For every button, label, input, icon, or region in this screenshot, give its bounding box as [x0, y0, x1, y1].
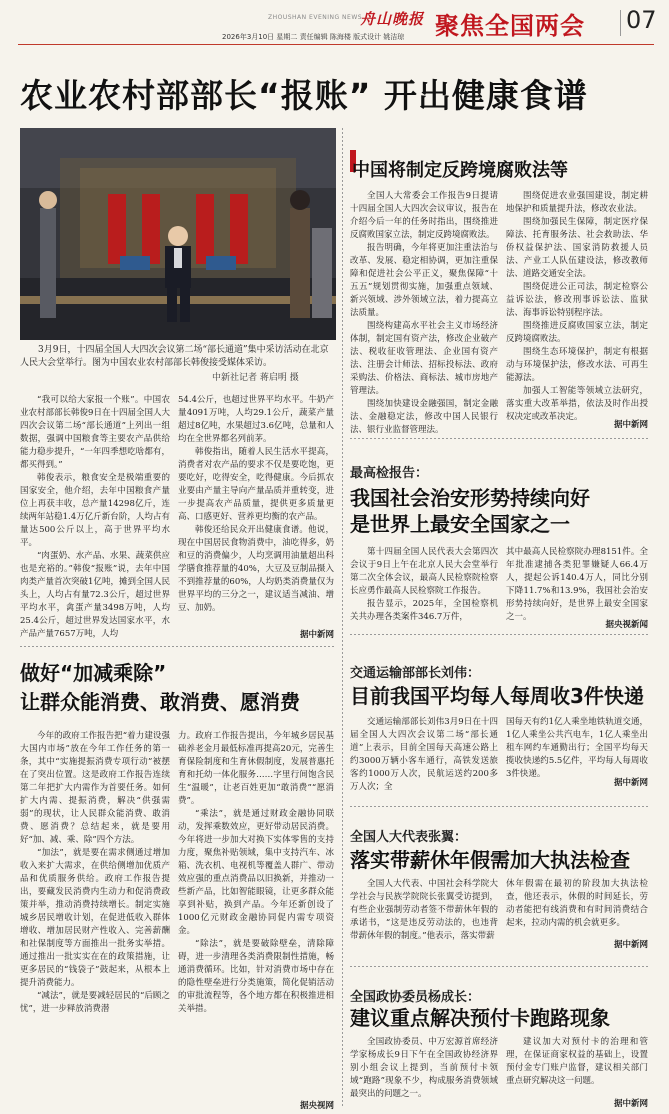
paragraph: 报告显示，2025年，全国检察机关共办理各类案件346.7万件， [350, 599, 498, 622]
paragraph: 围绕生态环境保护，制定有根据动与环境保护法，修改水法、可再生能源法。 [506, 347, 648, 383]
paragraph: 休年假需在最初的阶段加大执法检查，他还表示，休假的时间延长，劳动者能把有线消费和有时间消费结合起来，拉动内需的机会就更多。 [506, 879, 648, 928]
right-story-3-label: 交通运输部部长刘伟： [350, 666, 481, 681]
main-story-col-1 [20, 394, 170, 644]
right-story-4-headline: 落实带薪休年假需加大执法检查 [350, 848, 630, 872]
right-story-5-source: 据中新网 [613, 1099, 648, 1109]
second-story-col-1 [20, 730, 170, 1110]
section-title: 聚焦全国两会 [435, 12, 585, 40]
paragraph: 围绕促进农业强国建设，制定耕地保护和质量提升法，修改农业法。 [506, 191, 648, 214]
header-rule [18, 44, 654, 45]
main-headline: 农业农村部部长“报账” 开出健康食谱 [20, 76, 588, 115]
paragraph: “减法”，就是要减轻居民的“后顾之忧”，进一步释放消费潜 [20, 991, 170, 1014]
paragraph: 围绕推进反腐败国家立法，制定反跨境腐败法。 [506, 321, 648, 344]
right-story-1-col-1 [350, 190, 498, 435]
paragraph: “加法”，就是要在需求侧通过增加收入来扩大需求，在供给侧增加优质产品和优质服务供给。政府工作报告提出，要藏发民消费内生动力和促消费政策并举，推动消费持续增长。制定实施城乡居民增收计划，在促进低收入群体增收、增加居民财产性收入、完善薪酬和社保制度等方面推出一批务实举措。通过推出一批实实在在的政策措施，让更多居民的“钱袋子”鼓起来，从根本上提升消费能力。 [20, 848, 170, 988]
press-photo [20, 128, 336, 340]
paragraph: “肉蛋奶、水产品、水果、蔬菜供应也是充裕的。”韩俊“报账”说，去年中国肉类产量首次突破1亿吨，摊到全国人民头上，人均占有量72.3公斤，超过世界平均水平，禽蛋产量3498万吨，人均25.4公斤，超过世界发达国家水平，水产品产量7657万吨，人均 [20, 551, 170, 639]
right-story-2-col-1 [350, 546, 498, 620]
section-divider [350, 966, 650, 967]
right-story-4-source: 据中新网 [613, 940, 648, 950]
paper-english-name: ZHOUSHAN EVENING NEWS [268, 14, 363, 21]
paragraph: 围绕促进公正司法，制定检察公益诉讼法，修改刑事诉讼法、监狱法、海事诉讼特别程序法。 [506, 282, 648, 318]
paragraph: 围绕加快建设金融强国，制定金融法、金融稳定法，修改中国人民银行法、银行业监督管理法。 [350, 399, 498, 435]
main-story-source: 据中新网 [299, 630, 334, 640]
section-divider [20, 646, 336, 647]
paragraph: 加强人工智能等领域立法研究，落实重大改革举措，依法及时作出授权决定或改革决定。 [506, 386, 648, 422]
paragraph: 今年的政府工作报告把“着力建设强大国内市场”放在今年工作任务的第一条，其中“实施提振消费专项行动”被摆在了突出位置。这是政府工作报告连续第二年把扩大内需作为首要任务。如何扩大内需、提振消费，解决“供强需弱”的现状，让人民群众能消费、敢消费、愿消费？总结起来，就是要用好“加、减、乘、除”四个方法。 [20, 731, 170, 845]
right-story-2-col-2 [506, 546, 648, 620]
right-story-4-col-1 [350, 878, 498, 942]
right-story-5-col-1 [350, 1036, 498, 1099]
right-story-4-col-2 [506, 878, 648, 942]
paragraph: 韩俊指出，随着人民生活水平提高，消费者对农产品的要求不仅是要吃饱，更要吃好，吃得安全，吃得健康。今后抓农业要由产量主导向产量品质并重转变，进一步提高农产品质量，提供更多质量更高、口感更好、营养更均衡的农产品。 [178, 447, 334, 522]
right-story-2-source: 据央视新闻 [605, 620, 648, 630]
right-story-2-label: 最高检报告： [350, 466, 429, 481]
right-story-4-label: 全国人大代表张翼： [350, 830, 468, 845]
paragraph: 54.4公斤，也超过世界平均水平。牛奶产量4091万吨，人均29.1公斤，蔬菜产量超过8亿吨，水果超过3.6亿吨，总量和人均在全世界都名列前茅。 [178, 395, 334, 444]
paragraph: 交通运输部部长刘伟3月9日在十四届全国人大四次会议第二场“部长通道”上表示，目前全国每天高速公路上约3000万辆小客车通行，高铁发送旅客约1000万人次，民航运送约200多万人次；全 [350, 717, 498, 792]
right-story-1-source: 据中新网 [613, 420, 648, 430]
paragraph: 力。政府工作报告提出，今年城乡居民基础养老金月最低标准再提高20元，完善生育保险制度和生育休假制度，发展普惠托育和托幼一体化服务……字里行间饱含民生“温暖”，让老百姓更加“敢消费”“愿消费”。 [178, 731, 334, 806]
right-story-3-col-2 [506, 716, 648, 779]
paragraph: 报告明确，今年将更加注重法治与改革、发展、稳定相协调，更加注重保障和促进社会公平正义，聚焦保障“十五五”规划贯彻实施，加强重点领域、新兴领域、涉外领域立法，着力提高立法质量。 [350, 243, 498, 318]
paragraph: 其中最高人民检察院办理8151件。全年批准逮捕各类犯罪嫌疑人66.4万人，提起公诉140.4万人，同比分别下降11.7%和13.9%，我国社会治安形势持续向好，是世界上最安全国家之一。 [506, 547, 648, 622]
right-story-5-col-2 [506, 1036, 648, 1096]
paragraph: 全国人大常委会工作报告9日提请十四届全国人大四次会议审议，报告在介绍今后一年的任务时指出，围绕推进反腐败国家立法，制定反跨境腐败法。 [350, 191, 498, 240]
dateline: 2026年3月10日 星期二 责任编辑 陈海楼 版式设计 姚洁琼 [222, 33, 405, 41]
section-divider [350, 438, 650, 439]
photo-credit: 中新社记者 蒋启明 摄 [212, 373, 299, 383]
second-story-source: 据央视网 [299, 1101, 334, 1111]
right-story-5-label: 全国政协委员杨成长： [350, 990, 481, 1005]
photo-caption-text: 3月9日，十四届全国人大四次会议第二场“部长通道”集中采访活动在北京人民大会堂举行。图为中国农业农村部部长韩俊接受媒体采访。 [20, 345, 329, 368]
right-story-3-source: 据中新网 [613, 778, 648, 788]
paragraph: 围绕加强民生保障，制定医疗保障法、托育服务法、社会救助法、华侨权益保护法、国家消防救援人员法、产业工人队伍建设法，修改教师法、道路交通安全法。 [506, 217, 648, 279]
right-story-2-headline-line2: 是世界上最安全国家之一 [350, 512, 570, 536]
paragraph: 围绕构建高水平社会主义市场经济体制，制定国有资产法，修改企业破产法、税收征收管理法、企业国有资产法、注册会计师法、招标投标法、政府采购法、价格法、商标法、城市房地产管理法。 [350, 321, 498, 396]
paragraph: 全国政协委员、中万宏源首席经济学家杨成长9日下午在全国政协经济界别小组会议上提到，当前预付卡领域“跑路”现象不少，构成服务消费领域最突出的问题之一。 [350, 1037, 498, 1099]
paragraph: “乘法”，就是通过财政金融协同联动，发挥乘数效应，更好带动居民消费。今年将进一步加大对换下实体零售的支持力度，聚焦补贴领域，集中支持汽车、冰箱、洗衣机、电视机等覆盖人群广、带动效应强的重点消费品以旧换新，并推动一些新产品，比如智能眼镜，让更多群众能享到补贴，换到产品。今年还新创设了1000亿元财政金融协同促内需专项资金。 [178, 809, 334, 936]
right-story-5-headline: 建议重点解决预付卡跑路现象 [350, 1006, 610, 1030]
paragraph: 建议加大对预付卡的治理和管理，在保证商家权益的基础上，设置预付金专门账户监督，建议相关部门重点研究解决这一问题。 [506, 1037, 648, 1086]
paragraph: “除法”，就是要破除壁垒，清除障碍，进一步清理各类消费限制性措施，畅通消费循环。比如，针对消费市场中存在的隐性壁垒进行分类施策，简化促销活动的审批流程等，各个地方都在积极推进相关举措。 [178, 939, 334, 1014]
right-story-3-col-1 [350, 716, 498, 792]
second-headline-line2: 让群众能消费、敢消费、愿消费 [20, 690, 300, 714]
paragraph: 韩俊还给民众开出健康食谱。他说，现在中国居民食物消费中，油吃得多，奶和豆的消费偏少，人均烹调用油量超出科学膳食推荐量的40%，大豆及豆制品摄入不到推荐量的60%，人均奶类消费量仅为世界平均的三分之一，建议适当减油、增豆、加奶。 [178, 525, 334, 613]
press-photo-illustration [20, 128, 336, 340]
right-story-1-headline: 中国将制定反跨境腐败法等 [352, 160, 568, 181]
second-headline-line1: 做好“加减乘除” [20, 661, 167, 685]
page-number: 07 [626, 6, 657, 34]
column-divider [342, 128, 343, 1108]
header-divider [620, 10, 621, 36]
paragraph: 第十四届全国人民代表大会第四次会议于9日上午在北京人民大会堂举行第二次全体会议，最高人民检察院检察长应勇作最高人民检察院工作报告。 [350, 547, 498, 596]
paper-logo: 舟山晚报 [360, 10, 425, 28]
paragraph: 全国人大代表、中国社会科学院大学社会与民族学院院长张翼受访提到，有些企业强制劳动者签不带薪休年假的承诺书，“这是违反劳动法的，也违背带薪休年假的制度。”他表示，落实带薪 [350, 879, 498, 941]
second-story-col-2 [178, 730, 334, 1098]
paragraph: 韩俊表示，粮食安全是极端重要的国家安全，他介绍，去年中国粮食产量位上再获丰收，总产量14298亿斤，连续两年站稳1.4万亿斤新台阶，人均占有量达500公斤以上，高于世界平均水平。 [20, 473, 170, 548]
right-story-3-headline: 目前我国平均每人每周收3件快递 [350, 684, 644, 708]
paragraph: “我可以给大家报一个账”。中国农业农村部部长韩俊9日在十四届全国人大四次会议第二场“部长通道”上列出一组数据，强调中国粮食等主要农产品供给能力稳步提升，“一年四季想吃啥都有，都买得到。” [20, 395, 170, 470]
section-divider [350, 806, 650, 807]
main-story-col-2 [178, 394, 334, 630]
right-story-1-col-2 [506, 190, 648, 422]
right-story-2-headline-line1: 我国社会治安形势持续向好 [350, 486, 590, 510]
paragraph: 国每天有约1亿人乘坐地铁轨道交通，1亿人乘坐公共汽电车，1亿人乘坐出租车网约车通勤出行；全国平均每天揽收快递约5.5亿件，平均每人每周收3件快递。 [506, 717, 648, 779]
section-divider [350, 634, 650, 635]
